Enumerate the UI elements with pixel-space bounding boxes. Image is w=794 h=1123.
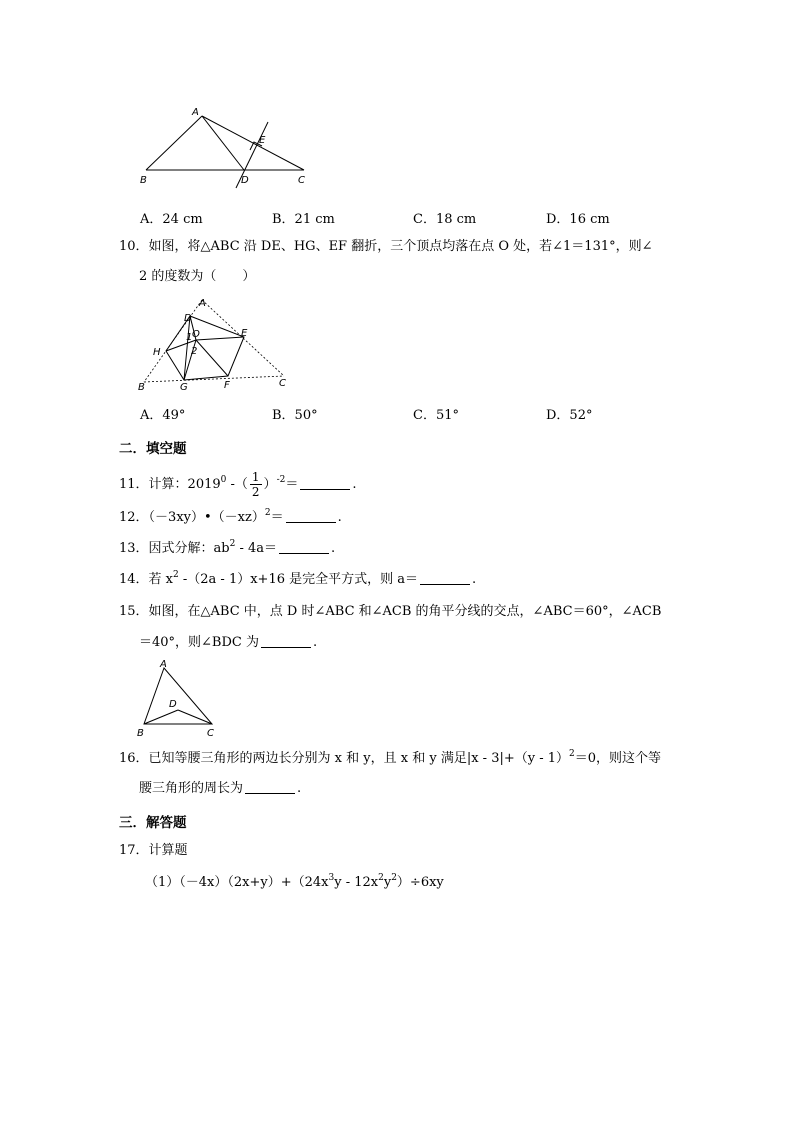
q9-figure	[138, 104, 318, 190]
q11-suffix: ＝	[285, 477, 299, 492]
q17-part1b: y - 12x	[334, 875, 379, 890]
section-heading-fill-blank: 二．填空题	[119, 441, 187, 457]
q9-option-a[interactable]: A．24 cm	[140, 212, 203, 227]
section-heading-solve: 三．解答题	[119, 815, 187, 831]
q11-exp0: 0	[220, 475, 227, 485]
q15-figure	[134, 656, 224, 740]
q12-exp: 2	[264, 508, 271, 518]
q10-option-c[interactable]: C．51°	[413, 408, 459, 423]
q9-option-d[interactable]: D．16 cm	[546, 212, 610, 227]
q17-e3: 2	[391, 873, 397, 883]
q10-option-d[interactable]: D．52°	[546, 408, 593, 423]
q10-label-e: E	[241, 328, 248, 339]
q9-label-b: B	[140, 175, 147, 186]
q16-line2-text: 腰三角形的周长为	[139, 781, 244, 796]
q15-label-c: C	[207, 728, 214, 739]
q16-stem-line2	[139, 780, 301, 798]
q10-label-b: B	[138, 382, 145, 392]
q11-exp: -2	[276, 475, 286, 485]
q15-end: .	[313, 635, 318, 650]
q17-part1a: （1）（－4x）（2x+y）+（24x	[145, 875, 329, 890]
q11-frac-num: 1	[251, 470, 260, 484]
q10-option-a[interactable]: A．49°	[140, 408, 186, 423]
q10-option-b[interactable]: B．50°	[272, 408, 318, 423]
q9-label-e: E	[259, 135, 266, 146]
q17-title: 17．计算题	[119, 843, 188, 858]
q10-label-a: A	[199, 298, 206, 309]
q17-part1c: y	[383, 875, 392, 890]
q15-label-d: D	[169, 699, 177, 710]
q11-mid: -（	[226, 477, 248, 492]
q16-end: .	[297, 781, 302, 796]
q15-stem-line1: 15．如图，在△ABC 中，点 D 时∠ABC 和∠ACB 的角平分线的交点，∠ABC＝60°，∠ACB	[119, 604, 662, 619]
q11-line	[119, 470, 357, 499]
q15-label-a: A	[160, 659, 167, 670]
q12-line	[119, 509, 342, 527]
q13-prefix: 13．因式分解：ab	[119, 541, 230, 556]
q10-label-c: C	[279, 378, 286, 389]
q12-answer-blank[interactable]	[286, 510, 336, 523]
q16-stem-line1	[119, 750, 661, 768]
q14-exp: 2	[173, 570, 179, 580]
q11-prefix: 11．计算：2019	[119, 477, 221, 492]
q11-answer-blank[interactable]	[300, 477, 350, 490]
q10-label-f: F	[224, 380, 230, 391]
q14-prefix: 14．若 x	[119, 572, 174, 587]
q10-label-g: G	[180, 382, 188, 392]
q14-line	[119, 571, 476, 589]
q16-answer-blank[interactable]	[245, 781, 295, 794]
q10-stem-line1: 10．如图，将△ABC 沿 DE、HG、EF 翻折，三个顶点均落在点 O 处，若∠1＝131°，则∠	[119, 239, 653, 254]
q10-label-h: H	[153, 347, 161, 358]
q17-part1d: ）÷6xy	[396, 875, 444, 890]
q13-line	[119, 540, 335, 558]
q14-answer-blank[interactable]	[420, 572, 470, 585]
q10-label-2: 2	[191, 346, 198, 357]
q10-label-d: D	[184, 313, 192, 324]
q11-frac-den: 2	[251, 485, 260, 499]
q16-exp: 2	[569, 749, 575, 759]
q15-label-b: B	[137, 728, 144, 739]
q13-mid: - 4a＝	[235, 541, 278, 556]
q15-answer-blank[interactable]	[261, 635, 311, 648]
q11-close: ）	[263, 477, 277, 492]
q16-line1b: ＝0，则这个等	[574, 751, 662, 766]
q10-label-o: O	[192, 329, 200, 340]
q12-end: .	[337, 510, 342, 525]
q10-stem-line2: 2 的度数为（ ）	[139, 269, 256, 284]
q9-label-d: D	[241, 175, 249, 186]
q15-stem-line2-text: ＝40°，则∠BDC 为	[139, 635, 259, 650]
q9-label-a: A	[192, 107, 199, 118]
q14-end: .	[472, 572, 477, 587]
q9-option-b[interactable]: B．21 cm	[272, 212, 335, 227]
q13-answer-blank[interactable]	[279, 541, 329, 554]
q11-end: .	[352, 477, 357, 492]
q10-figure	[136, 296, 296, 392]
q12-suffix: ＝	[270, 510, 284, 525]
q17-part1	[145, 874, 444, 892]
q16-line1a: 16．已知等腰三角形的两边长分别为 x 和 y，且 x 和 y 满足|x - 3|+（y - 1）	[119, 751, 570, 766]
q11-fraction	[250, 470, 262, 499]
q12-prefix: 12．（－3xy）•（－xz）	[119, 510, 265, 525]
q14-mid: -（2a - 1）x+16 是完全平方式，则 a＝	[178, 572, 419, 587]
q17-e1: 3	[328, 873, 335, 883]
q10-label-1: 1	[186, 332, 193, 343]
q13-end: .	[331, 541, 336, 556]
q9-option-c[interactable]: C．18 cm	[413, 212, 477, 227]
q15-stem-line2	[139, 634, 317, 652]
q9-label-c: C	[298, 175, 305, 186]
q13-exp: 2	[229, 539, 236, 549]
q17-e2: 2	[378, 873, 384, 883]
